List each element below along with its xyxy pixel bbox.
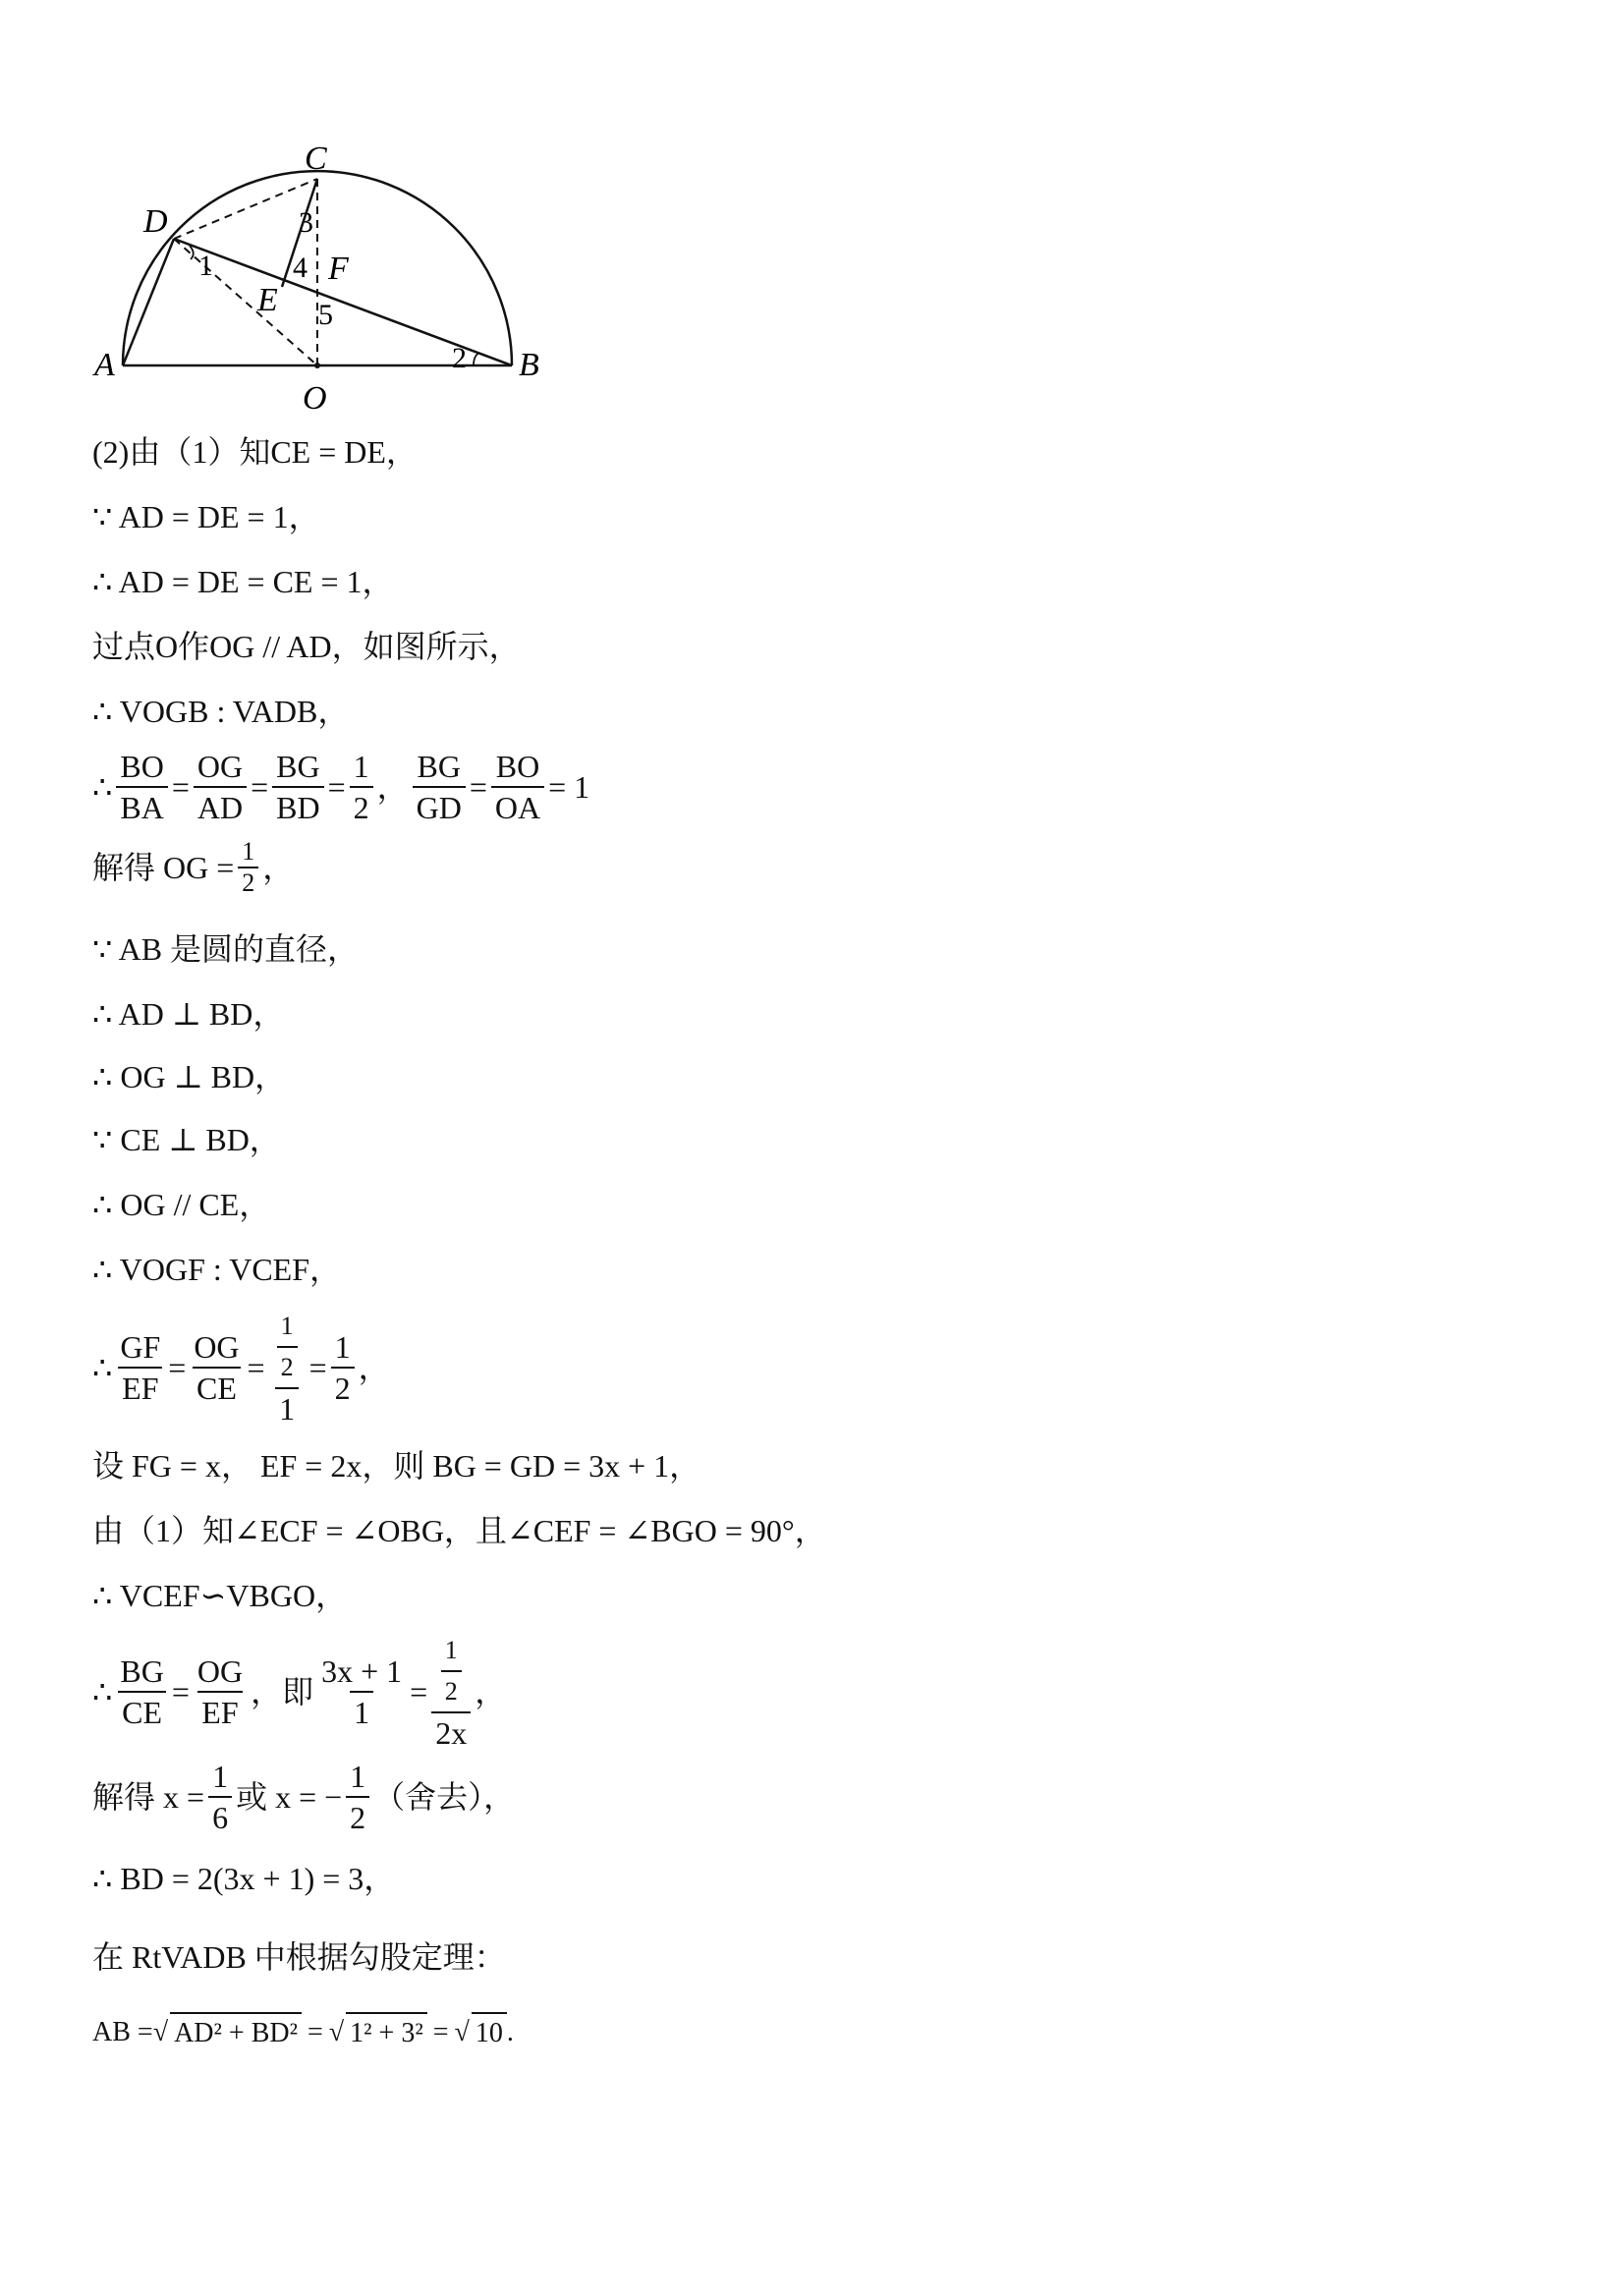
numerator: 1 [280, 1312, 294, 1340]
operator: = [168, 1350, 187, 1385]
label-d: D [143, 203, 168, 240]
solution-line [92, 497, 320, 536]
label-angle-3: 3 [299, 206, 313, 239]
denominator: OA [491, 786, 544, 827]
denominator: 2 [238, 867, 258, 898]
line-text: 或 x = − [236, 1779, 343, 1815]
numerator: 1 [334, 1329, 351, 1365]
fraction-line [92, 837, 294, 898]
numerator: GF [120, 1329, 161, 1365]
therefore-symbol: ∴ [92, 769, 113, 805]
numerator: 1 [350, 1759, 366, 1794]
label-angle-4: 4 [293, 252, 308, 284]
operator: = [410, 1674, 428, 1709]
line-text: ∴ VOGF : VCEF， [92, 1252, 342, 1287]
sqrt-sign: √ [152, 2017, 169, 2047]
radicand: 1² + 3² [346, 2012, 427, 2053]
operator: = [171, 769, 190, 805]
label-e: E [257, 282, 278, 318]
radicand: 10 [472, 2012, 507, 2053]
denominator: GD [413, 786, 466, 827]
line-text: ∵ AB 是圆的直径， [92, 931, 360, 967]
label-c: C [305, 140, 327, 177]
fraction [208, 1757, 232, 1837]
label-a: A [94, 347, 115, 383]
denominator: 1 [350, 1691, 373, 1732]
operator: = [251, 769, 269, 805]
fraction [413, 747, 466, 827]
denominator: 1 [275, 1387, 299, 1428]
operator: = [308, 1350, 327, 1385]
fraction [116, 1652, 167, 1732]
solution-line [92, 1859, 395, 1898]
line-text: ∴ BD = 2(3x + 1) = 3， [92, 1861, 396, 1896]
therefore-symbol: ∴ [92, 1350, 113, 1385]
line-text: ∴ AD ⊥ BD， [92, 996, 285, 1032]
solution-line [92, 1446, 700, 1485]
solution-line [92, 929, 359, 969]
operator: = [307, 2017, 323, 2047]
sqrt-sign: √ [328, 2017, 345, 2047]
sqrt-line [92, 2012, 514, 2053]
solution-line [92, 1937, 506, 1977]
numerator: 1 [242, 837, 255, 866]
line-text: 由（1）知∠ECF = ∠OBG，且∠CEF = ∠BGO = 90°， [92, 1513, 826, 1548]
sqrt-sign: √ [454, 2017, 470, 2047]
solution-line [92, 1185, 270, 1224]
denominator: 2 [277, 1346, 298, 1387]
numerator: 1 [444, 1636, 458, 1664]
line-text: ∵ AD = DE = 1， [92, 499, 320, 534]
denominator: EF [118, 1367, 162, 1408]
numerator: OG [196, 749, 244, 784]
line-text: ∴ VCEF∽VBGO， [92, 1578, 348, 1613]
numerator: 1 [212, 1759, 229, 1794]
label-angle-5: 5 [318, 299, 333, 331]
point-o [314, 363, 320, 368]
numerator: BO [120, 749, 164, 784]
operator: = [247, 1350, 265, 1385]
numerator: 1 [353, 749, 369, 784]
fraction-line [92, 1631, 506, 1753]
solution-line [92, 1250, 341, 1289]
fraction [190, 1327, 243, 1408]
label-f: F [328, 251, 349, 287]
line-tail: = 1 [548, 769, 590, 805]
fraction [194, 747, 247, 827]
line-text: ∵ CE ⊥ BD， [92, 1122, 281, 1157]
denominator: AD [194, 786, 247, 827]
fraction [116, 747, 167, 827]
fraction [491, 747, 544, 827]
fraction [116, 1327, 164, 1408]
solution-line [92, 1057, 286, 1096]
numerator: OG [194, 1329, 240, 1365]
line-text: (2)由（1）知CE = DE， [92, 434, 418, 470]
line-text: 设 FG = x， EF = 2x，则 BG = GD = 3x + 1， [92, 1448, 701, 1484]
line-text: 解得 OG = [92, 850, 235, 885]
fraction [350, 747, 373, 827]
separator: ， [376, 769, 409, 805]
solution-line [92, 432, 418, 472]
line-tail: ， [262, 850, 295, 885]
line-text: 在 RtVADB 中根据勾股定理： [92, 1939, 506, 1975]
line-text: 过点O作OG // AD，如图所示， [92, 629, 521, 664]
geometry-figure [88, 128, 550, 413]
operator: = [171, 1674, 190, 1709]
fraction-line [92, 1757, 515, 1837]
solution-line [92, 692, 349, 731]
operator: = [327, 769, 346, 805]
solution-line [92, 994, 284, 1034]
segment-ad [123, 239, 174, 365]
complex-fraction [431, 1631, 471, 1753]
line-text: ，即 [251, 1674, 314, 1709]
denominator: 2 [441, 1670, 462, 1711]
numerator: 3x + 1 [321, 1653, 403, 1689]
fraction [238, 837, 258, 898]
fraction [277, 1307, 298, 1387]
solution-line [92, 1120, 281, 1159]
line-text: ∴ OG // CE， [92, 1187, 271, 1222]
solution-line [92, 1576, 347, 1615]
fraction [346, 1757, 369, 1837]
fraction [441, 1631, 462, 1711]
label-o: O [303, 380, 327, 413]
numerator: BG [276, 749, 320, 784]
denominator: 6 [208, 1796, 232, 1837]
numerator: BO [495, 749, 540, 784]
fraction-line [92, 747, 589, 827]
denominator: BD [272, 786, 323, 827]
line-text: AB = [92, 2017, 153, 2047]
fraction [331, 1327, 355, 1408]
dashed-dc [174, 179, 317, 239]
fraction [194, 1652, 247, 1732]
radicand: AD² + BD² [170, 2012, 302, 2053]
label-angle-1: 1 [198, 250, 213, 282]
denominator: 2x [431, 1711, 471, 1753]
line-tail: ， [475, 1674, 507, 1709]
numerator: BG [417, 749, 461, 784]
denominator: 2 [346, 1796, 369, 1837]
label-b: B [519, 347, 539, 383]
therefore-symbol: ∴ [92, 1674, 113, 1709]
complex-fraction [269, 1307, 306, 1428]
numerator: OG [196, 1653, 244, 1689]
numerator: BG [120, 1653, 164, 1689]
line-text: ∴ VOGB : VADB， [92, 694, 350, 729]
line-text: ∴ OG ⊥ BD， [92, 1059, 287, 1094]
line-tail: ， [358, 1350, 390, 1385]
line-text: ∴ AD = DE = CE = 1， [92, 564, 394, 599]
denominator: CE [118, 1691, 166, 1732]
solution-line [92, 562, 394, 601]
operator: = [432, 2017, 449, 2047]
denominator: 2 [331, 1367, 355, 1408]
operator: = [469, 769, 487, 805]
label-angle-2: 2 [452, 342, 467, 374]
line-text: 解得 x = [92, 1779, 205, 1815]
line-tail: （舍去）， [373, 1779, 516, 1815]
denominator: EF [197, 1691, 242, 1732]
angle-mark-2 [474, 353, 479, 365]
denominator: CE [193, 1367, 241, 1408]
numerator [433, 1631, 470, 1711]
fraction [317, 1652, 406, 1732]
denominator: 2 [350, 786, 373, 827]
denominator: BA [116, 786, 167, 827]
fraction [272, 747, 323, 827]
solution-line [92, 627, 521, 666]
fraction-line [92, 1307, 390, 1428]
line-tail: . [506, 2017, 514, 2047]
solution-line [92, 1511, 826, 1550]
numerator [269, 1307, 306, 1387]
